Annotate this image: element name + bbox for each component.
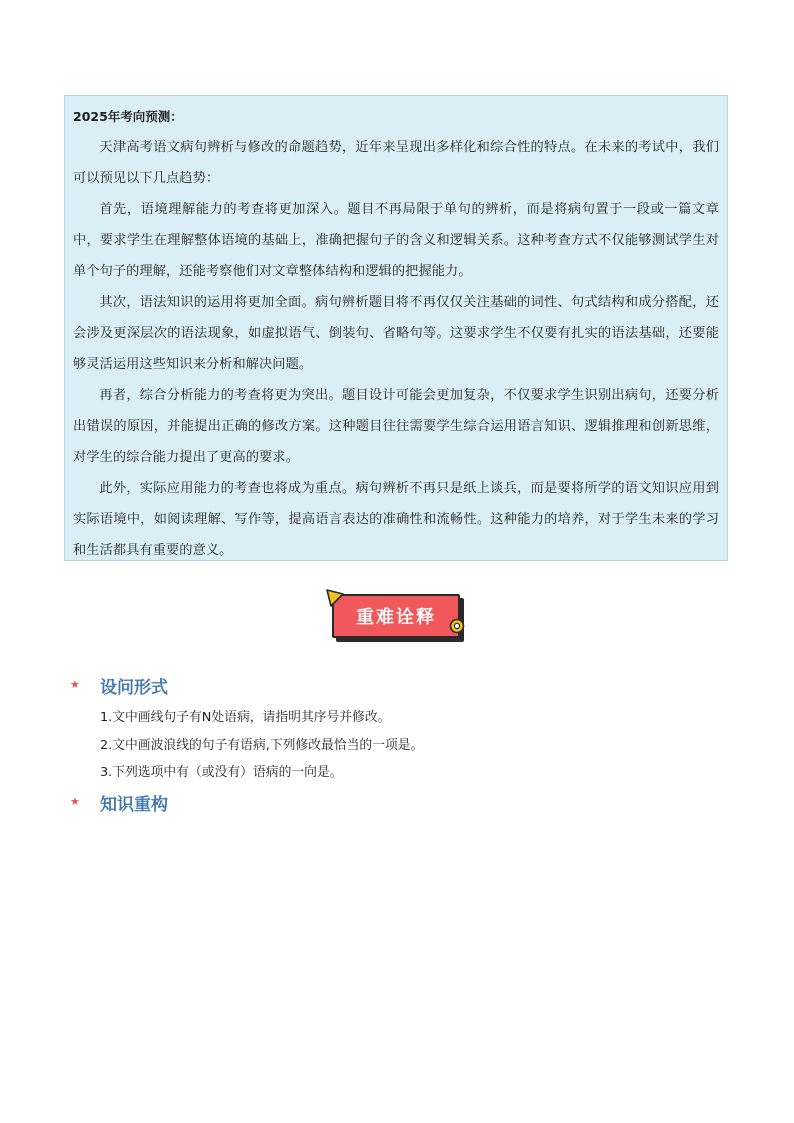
forecast-paragraph-4: 再者，综合分析能力的考查将更为突出。题目设计可能会更加复杂，不仅要求学生识别出病句，还要分析出错误的原因，并能提出正确的修改方案。这种题目往往需要学生综合运用语言知识、逻辑推理和创新思维，对学生的综合能力提出了更高的要求。 xyxy=(73,388,719,465)
forecast-title: 2025年考向预测： xyxy=(73,109,183,124)
section-heading-knowledge xyxy=(70,789,168,815)
forecast-paragraph-2: 首先，语境理解能力的考查将更加深入。题目不再局限于单句的辨析，而是将病句置于一段或一篇文章中，要求学生在理解整体语境的基础上，准确把握句子的含义和逻辑关系。这种考查方式不仅能够测试学生对单个句子的理解，还能考察他们对文章整体结构和逻辑的把握能力。 xyxy=(73,202,719,279)
star-icon: ★ xyxy=(70,678,80,691)
forecast-paragraph-1: 天津高考语文病句辨析与修改的命题趋势，近年来呈现出多样化和综合性的特点。在未来的考试中，我们可以预见以下几点趋势： xyxy=(73,140,719,186)
forecast-box xyxy=(64,95,728,561)
banner-label: 重难诠释 xyxy=(356,607,436,628)
forecast-paragraph-5: 此外，实际应用能力的考查也将成为重点。病句辨析不再只是纸上谈兵，而是要将所学的语文知识应用到实际语境中，如阅读理解、写作等，提高语言表达的准确性和流畅性。这种能力的培养，对于学生未来的学习和生活都具有重要的意义。 xyxy=(73,481,719,558)
star-icon: ★ xyxy=(70,795,80,808)
list-item: 3.下列选项中有（或没有）语病的一向是。 xyxy=(100,765,343,780)
flag-icon xyxy=(326,589,344,607)
ring-icon xyxy=(448,617,466,635)
section-title-knowledge: 知识重构 xyxy=(100,794,168,815)
section-heading-questions xyxy=(70,672,168,698)
key-difficulty-banner xyxy=(326,589,468,645)
section-title-questions: 设问形式 xyxy=(100,677,168,698)
forecast-paragraph-3: 其次，语法知识的运用将更加全面。病句辨析题目将不再仅仅关注基础的词性、句式结构和成分搭配，还会涉及更深层次的语法现象，如虚拟语气、倒装句、省略句等。这要求学生不仅要有扎实的语法基础，还要能够灵活运用这些知识来分析和解决问题。 xyxy=(73,295,719,372)
list-item: 2.文中画波浪线的句子有语病,下列修改最恰当的一项是。 xyxy=(100,737,424,753)
banner-plate xyxy=(332,594,460,638)
question-form-list xyxy=(100,704,423,787)
list-item: 1.文中画线句子有N处语病，请指明其序号并修改。 xyxy=(100,710,391,725)
